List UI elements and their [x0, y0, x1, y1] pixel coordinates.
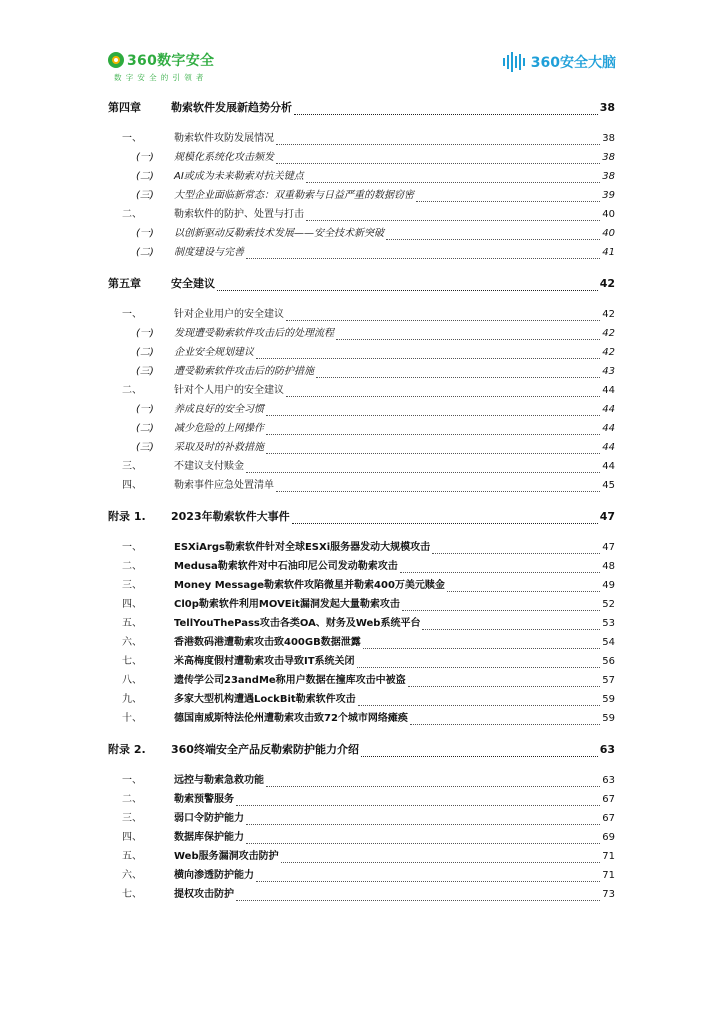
toc-entry-title: 米高梅度假村遭勒索攻击导致IT系统关闭	[174, 656, 355, 667]
toc-page-number: 43	[602, 366, 615, 377]
toc-entry-sec[interactable]	[108, 790, 615, 809]
toc-entry-number: 八、	[122, 675, 142, 686]
toc-entry-sec[interactable]	[108, 457, 615, 476]
toc-page-number: 71	[602, 870, 615, 881]
toc-page-number: 42	[602, 347, 615, 358]
toc-dot-leader	[286, 396, 600, 397]
toc-entry-sub[interactable]	[108, 419, 615, 438]
toc-entry-sec[interactable]	[108, 866, 615, 885]
toc-dot-leader	[306, 220, 600, 221]
toc-page-number: 63	[599, 743, 615, 756]
toc-entry-chapter[interactable]	[108, 740, 615, 760]
toc-entry-number: 二、	[122, 209, 142, 220]
toc-entry-sec[interactable]	[108, 614, 615, 633]
toc-page-number: 44	[602, 385, 615, 396]
toc-entry-sec[interactable]	[108, 771, 615, 790]
toc-entry-title: 多家大型机构遭遇LockBit勒索软件攻击	[174, 694, 356, 705]
table-of-contents	[108, 98, 615, 904]
toc-entry-title: 针对个人用户的安全建议	[174, 385, 284, 396]
toc-entry-number: 五、	[122, 618, 142, 629]
toc-page-number: 38	[602, 133, 615, 144]
toc-dot-leader	[236, 805, 600, 806]
toc-entry-number: 一、	[122, 309, 142, 320]
toc-entry-title: Web服务漏洞攻击防护	[174, 851, 279, 862]
toc-entry-title: TellYouThePass攻击各类OA、财务及Web系统平台	[174, 618, 421, 629]
toc-dot-leader	[256, 881, 600, 882]
toc-entry-number: (一)	[136, 404, 154, 415]
toc-page-number: 38	[602, 171, 615, 182]
toc-entry-number: 附录 1.	[108, 510, 146, 523]
toc-entry-chapter[interactable]	[108, 274, 615, 294]
toc-entry-title: 养成良好的安全习惯	[174, 404, 264, 415]
toc-dot-leader	[217, 290, 598, 291]
toc-dot-leader	[422, 629, 600, 630]
toc-entry-number: 二、	[122, 794, 142, 805]
toc-page-number: 42	[602, 309, 615, 320]
toc-entry-sub[interactable]	[108, 400, 615, 419]
left-slogan-text: 数字安全的引领者	[114, 73, 208, 82]
toc-entry-sec[interactable]	[108, 671, 615, 690]
toc-entry-sec[interactable]	[108, 381, 615, 400]
logo-360-security-brain	[503, 52, 616, 72]
toc-dot-leader	[246, 472, 600, 473]
toc-page-number: 52	[602, 599, 615, 610]
toc-entry-number: (二)	[136, 171, 154, 182]
toc-entry-title: 减少危险的上网操作	[174, 423, 264, 434]
toc-entry-title: 规模化系统化攻击频发	[174, 152, 274, 163]
toc-entry-title: 不建议支付赎金	[174, 461, 244, 472]
toc-entry-sec[interactable]	[108, 205, 615, 224]
toc-dot-leader	[266, 453, 600, 454]
toc-page-number: 63	[602, 775, 615, 786]
toc-page-number: 49	[602, 580, 615, 591]
toc-page-number: 40	[602, 209, 615, 220]
toc-dot-leader	[357, 667, 601, 668]
toc-entry-number: 第四章	[108, 101, 141, 114]
toc-entry-title: Medusa勒索软件对中石油印尼公司发动勒索攻击	[174, 561, 398, 572]
toc-entry-sub[interactable]	[108, 343, 615, 362]
toc-entry-sub[interactable]	[108, 243, 615, 262]
toc-entry-title: 针对企业用户的安全建议	[174, 309, 284, 320]
toc-entry-title: 横向渗透防护能力	[174, 870, 254, 881]
toc-entry-sub[interactable]	[108, 186, 615, 205]
toc-entry-number: (二)	[136, 423, 154, 434]
toc-entry-title: 安全建议	[171, 277, 215, 290]
toc-entry-number: (一)	[136, 328, 154, 339]
toc-entry-number: 三、	[122, 813, 142, 824]
toc-entry-sec[interactable]	[108, 476, 615, 495]
toc-entry-sec[interactable]	[108, 557, 615, 576]
toc-entry-title: 大型企业面临新常态：双重勒索与日益严重的数据窃密	[174, 190, 414, 201]
toc-entry-title: 远控与勒索急救功能	[174, 775, 264, 786]
toc-entry-title: AI或成为未来勒索对抗关键点	[174, 171, 304, 182]
toc-entry-title: 数据库保护能力	[174, 832, 244, 843]
toc-entry-sec[interactable]	[108, 709, 615, 728]
toc-entry-number: (三)	[136, 366, 154, 377]
logo-360-icon	[108, 52, 124, 68]
toc-dot-leader	[246, 843, 600, 844]
toc-dot-leader	[408, 686, 601, 687]
toc-entry-sub[interactable]	[108, 438, 615, 457]
toc-page-number: 44	[602, 461, 615, 472]
toc-dot-leader	[363, 648, 601, 649]
toc-dot-leader	[306, 182, 600, 183]
toc-entry-number: 四、	[122, 480, 142, 491]
toc-entry-sec[interactable]	[108, 690, 615, 709]
toc-dot-leader	[256, 358, 600, 359]
toc-page-number: 67	[602, 813, 615, 824]
toc-entry-sec[interactable]	[108, 305, 615, 324]
toc-page-number: 42	[602, 328, 615, 339]
toc-entry-number: (一)	[136, 228, 154, 239]
toc-dot-leader	[266, 786, 600, 787]
toc-dot-leader	[410, 724, 600, 725]
toc-entry-number: 五、	[122, 851, 142, 862]
toc-entry-number: (三)	[136, 190, 154, 201]
toc-page-number: 59	[602, 713, 615, 724]
toc-entry-sec[interactable]	[108, 885, 615, 904]
toc-entry-title: 勒索预警服务	[174, 794, 234, 805]
toc-page-number: 69	[602, 832, 615, 843]
toc-dot-leader	[246, 258, 600, 259]
toc-entry-title: 360终端安全产品反勒索防护能力介绍	[171, 743, 359, 756]
toc-entry-sec[interactable]	[108, 576, 615, 595]
toc-dot-leader	[281, 862, 601, 863]
toc-entry-number: 附录 2.	[108, 743, 146, 756]
toc-entry-title: 遗传学公司23andMe称用户数据在撞库攻击中被盗	[174, 675, 406, 686]
toc-entry-sub[interactable]	[108, 167, 615, 186]
toc-entry-number: 一、	[122, 775, 142, 786]
toc-entry-title: 勒索软件攻防发展情况	[174, 133, 274, 144]
toc-dot-leader	[386, 239, 600, 240]
toc-dot-leader	[246, 824, 600, 825]
toc-entry-number: 七、	[122, 889, 142, 900]
toc-entry-number: 三、	[122, 580, 142, 591]
toc-page-number: 44	[602, 423, 615, 434]
toc-dot-leader	[294, 114, 598, 115]
toc-entry-sec[interactable]	[108, 828, 615, 847]
toc-entry-number: 四、	[122, 599, 142, 610]
toc-page-number: 40	[602, 228, 615, 239]
toc-entry-sec[interactable]	[108, 538, 615, 557]
toc-entry-title: 勒索事件应急处置清单	[174, 480, 274, 491]
logo-360-digital-security	[108, 50, 214, 83]
toc-entry-title: 遭受勒索软件攻击后的防护措施	[174, 366, 314, 377]
toc-entry-number: 四、	[122, 832, 142, 843]
toc-dot-leader	[276, 491, 600, 492]
toc-dot-leader	[336, 339, 600, 340]
toc-entry-title: 香港数码港遭勒索攻击致400GB数据泄露	[174, 637, 361, 648]
toc-dot-leader	[402, 610, 600, 611]
toc-entry-sec[interactable]	[108, 633, 615, 652]
toc-page-number: 42	[599, 277, 615, 290]
toc-entry-sec[interactable]	[108, 129, 615, 148]
toc-page-number: 56	[602, 656, 615, 667]
toc-page-number: 73	[602, 889, 615, 900]
toc-entry-title: 采取及时的补救措施	[174, 442, 264, 453]
toc-dot-leader	[276, 163, 600, 164]
toc-page-number: 53	[602, 618, 615, 629]
left-brand-text: 360数字安全	[127, 53, 215, 69]
toc-entry-sec[interactable]	[108, 595, 615, 614]
toc-page-number: 57	[602, 675, 615, 686]
toc-dot-leader	[432, 553, 600, 554]
toc-entry-number: 七、	[122, 656, 142, 667]
toc-entry-title: ESXiArgs勒索软件针对全球ESXi服务器发动大规模攻击	[174, 542, 431, 553]
toc-dot-leader	[276, 144, 600, 145]
toc-dot-leader	[316, 377, 600, 378]
toc-dot-leader	[236, 900, 600, 901]
toc-page-number: 44	[602, 404, 615, 415]
toc-page-number: 39	[602, 190, 615, 201]
toc-page-number: 38	[602, 152, 615, 163]
toc-entry-title: 以创新驱动反勒索技术发展——安全技术新突破	[174, 228, 384, 239]
toc-dot-leader	[358, 705, 601, 706]
toc-entry-title: 德国南威斯特法伦州遭勒索攻击致72个城市网络瘫痪	[174, 713, 408, 724]
toc-page-number: 67	[602, 794, 615, 805]
toc-dot-leader	[266, 415, 600, 416]
toc-page-number: 47	[599, 510, 615, 523]
toc-entry-title: Cl0p勒索软件利用MOVEit漏洞发起大量勒索攻击	[174, 599, 400, 610]
toc-entry-chapter[interactable]	[108, 98, 615, 118]
toc-entry-title: Money Message勒索软件攻陷微星并勒索400万美元赎金	[174, 580, 445, 591]
toc-entry-number: 二、	[122, 385, 142, 396]
toc-entry-number: (一)	[136, 152, 154, 163]
toc-entry-number: 二、	[122, 561, 142, 572]
toc-dot-leader	[447, 591, 600, 592]
toc-entry-number: 九、	[122, 694, 142, 705]
toc-entry-title: 制度建设与完善	[174, 247, 244, 258]
toc-entry-title: 发现遭受勒索软件攻击后的处理流程	[174, 328, 334, 339]
toc-entry-number: 一、	[122, 133, 142, 144]
toc-page-number: 38	[599, 101, 615, 114]
toc-entry-number: 六、	[122, 637, 142, 648]
brain-bars-icon	[503, 52, 527, 72]
toc-page-number: 41	[602, 247, 615, 258]
toc-entry-number: 三、	[122, 461, 142, 472]
toc-entry-title: 勒索软件发展新趋势分析	[171, 101, 292, 114]
right-brand-text: 360安全大脑	[530, 55, 616, 71]
toc-page-number: 47	[602, 542, 615, 553]
toc-dot-leader	[416, 201, 600, 202]
toc-page-number: 48	[602, 561, 615, 572]
toc-page-number: 71	[602, 851, 615, 862]
toc-dot-leader	[361, 756, 598, 757]
toc-entry-title: 2023年勒索软件大事件	[171, 510, 290, 523]
toc-entry-sub[interactable]	[108, 148, 615, 167]
toc-entry-number: 十、	[122, 713, 142, 724]
toc-entry-sec[interactable]	[108, 847, 615, 866]
toc-page-number: 54	[602, 637, 615, 648]
toc-entry-number: (二)	[136, 347, 154, 358]
toc-entry-number: (二)	[136, 247, 154, 258]
toc-page-number: 59	[602, 694, 615, 705]
toc-dot-leader	[292, 523, 598, 524]
toc-entry-number: 一、	[122, 542, 142, 553]
toc-dot-leader	[286, 320, 600, 321]
toc-entry-number: 六、	[122, 870, 142, 881]
toc-entry-title: 弱口令防护能力	[174, 813, 244, 824]
toc-entry-sub[interactable]	[108, 362, 615, 381]
toc-entry-number: 第五章	[108, 277, 141, 290]
toc-dot-leader	[266, 434, 600, 435]
toc-entry-title: 提权攻击防护	[174, 889, 234, 900]
toc-entry-sub[interactable]	[108, 324, 615, 343]
toc-entry-sec[interactable]	[108, 652, 615, 671]
toc-entry-chapter[interactable]	[108, 507, 615, 527]
toc-entry-title: 勒索软件的防护、处置与打击	[174, 209, 304, 220]
toc-page-number: 45	[602, 480, 615, 491]
toc-page-number: 44	[602, 442, 615, 453]
toc-entry-sub[interactable]	[108, 224, 615, 243]
toc-dot-leader	[400, 572, 601, 573]
toc-entry-sec[interactable]	[108, 809, 615, 828]
toc-entry-number: (三)	[136, 442, 154, 453]
toc-entry-title: 企业安全规划建议	[174, 347, 254, 358]
